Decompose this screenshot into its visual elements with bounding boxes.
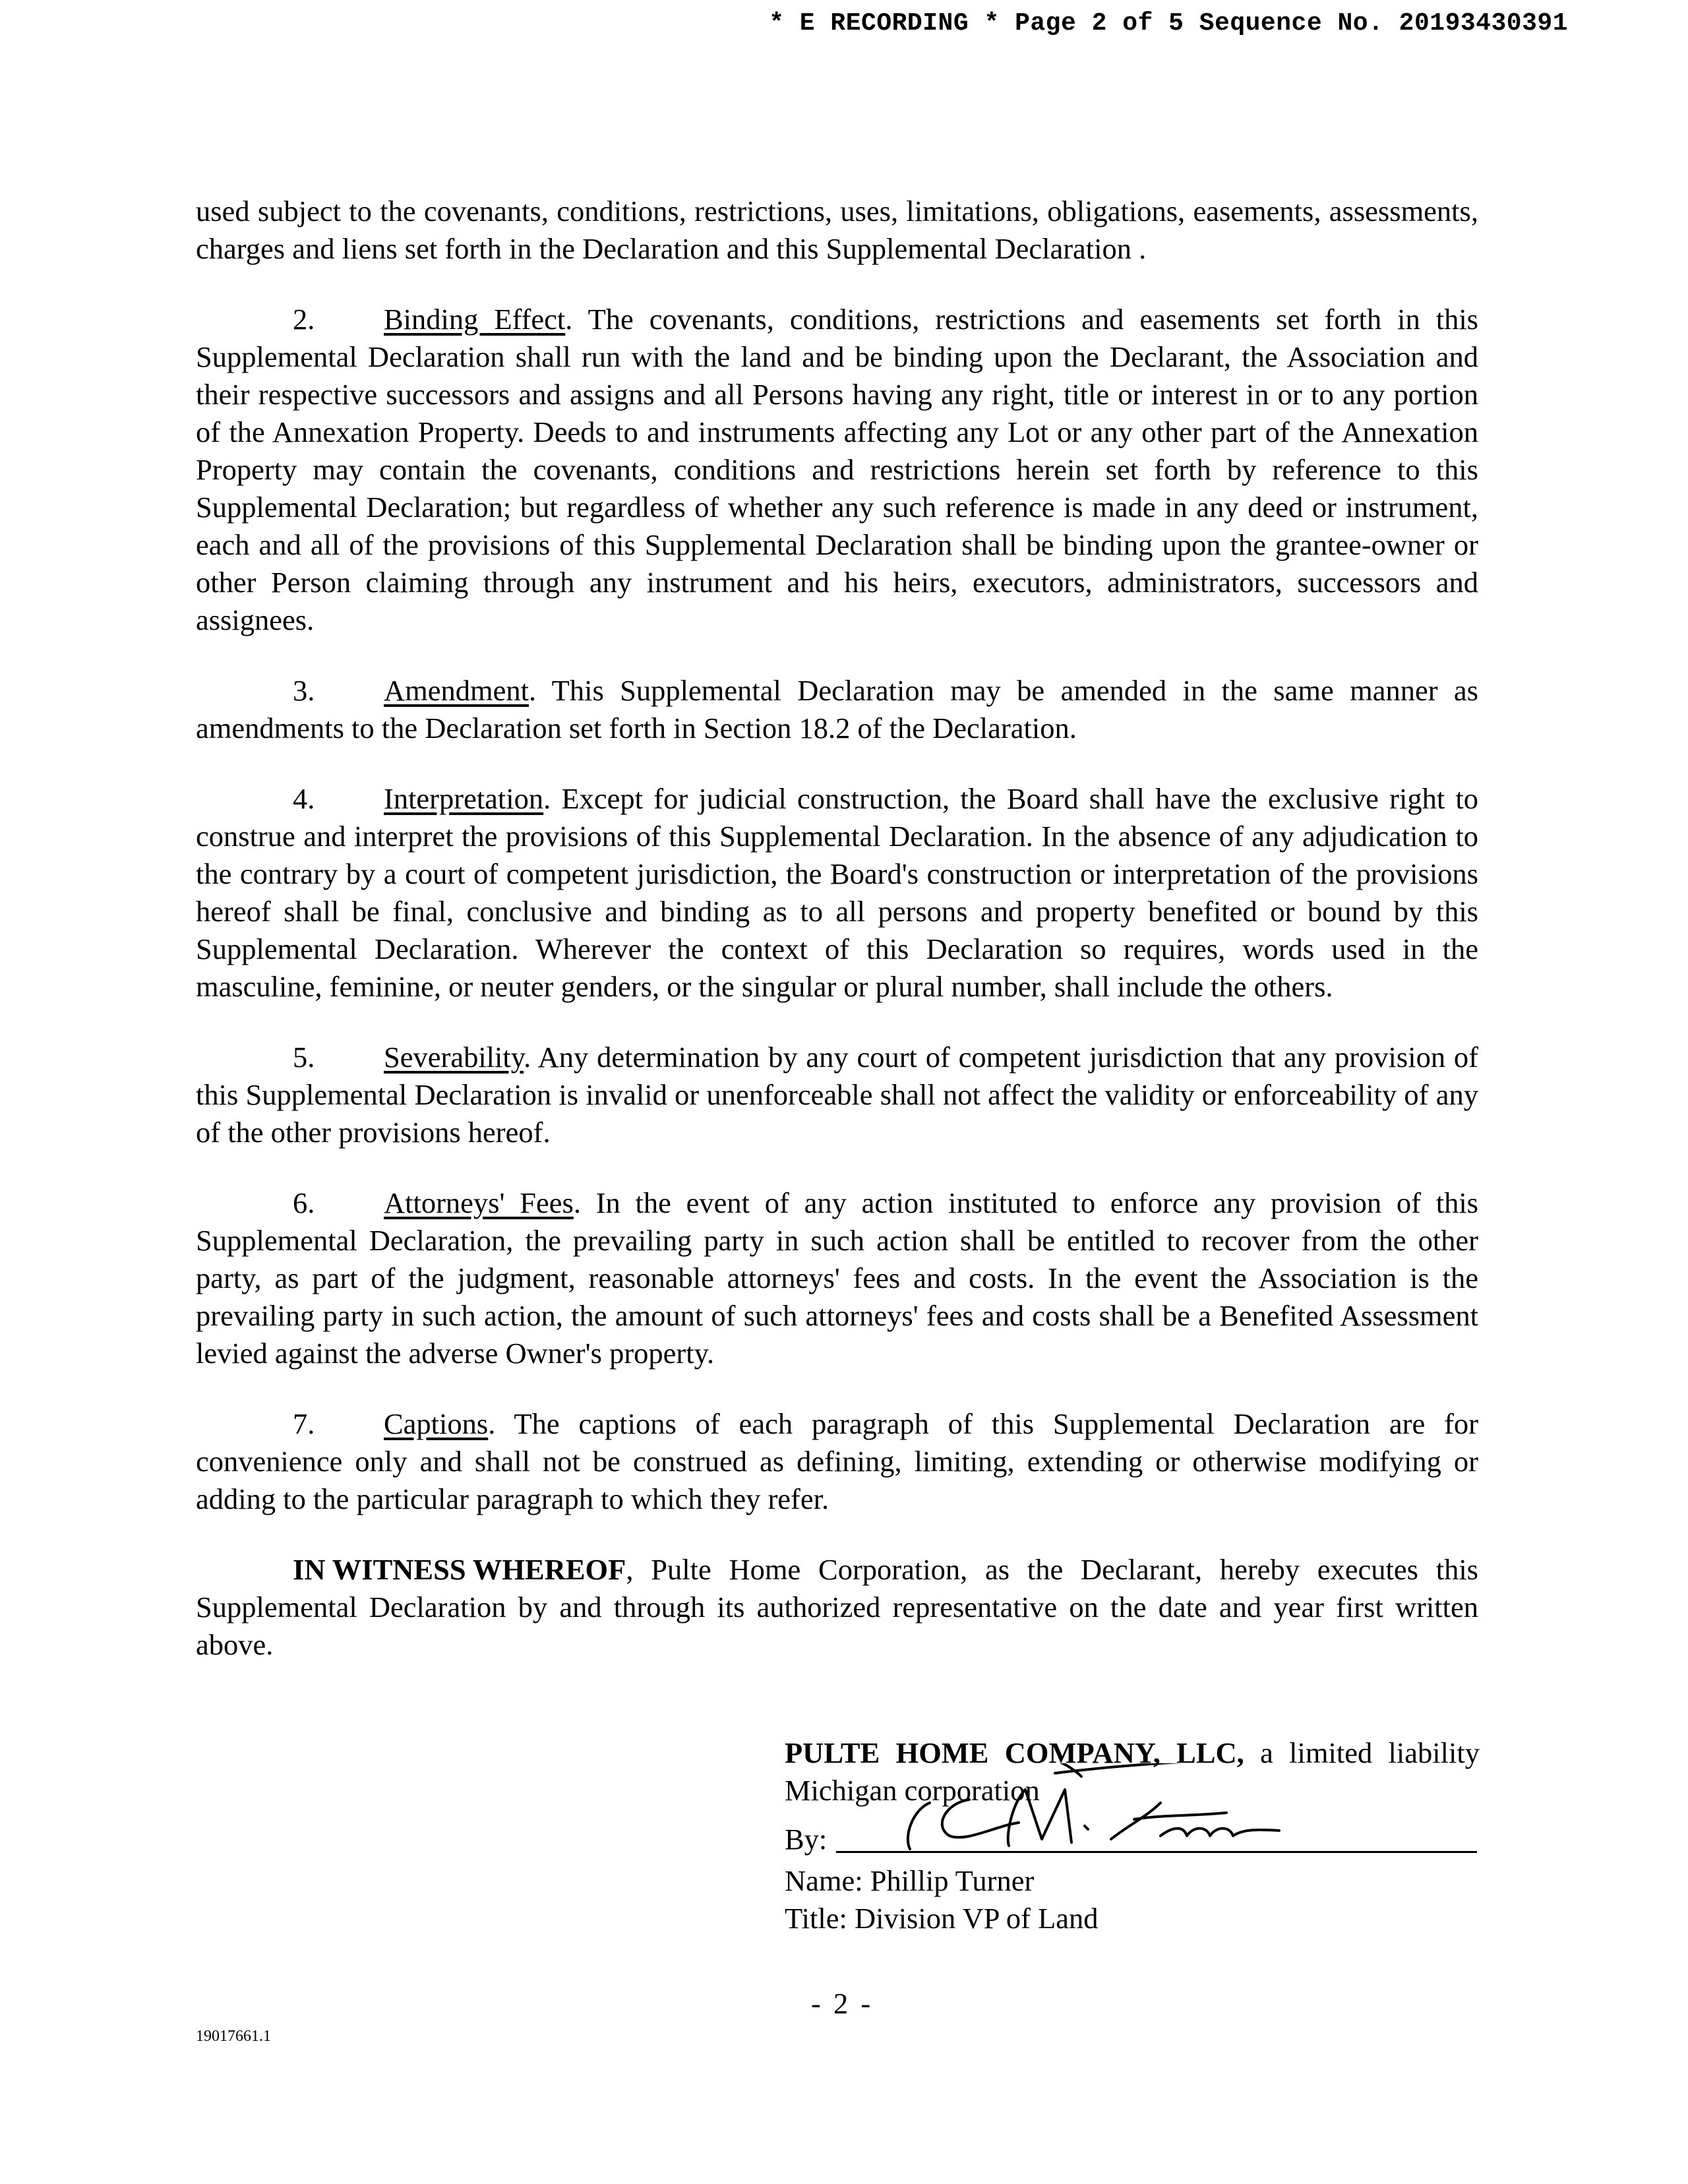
witness-paragraph <box>196 1551 1478 1664</box>
section-text: . This Supplemental Declaration may be amended in the same manner as amendments to the Declaration set forth in Section 18.2 of the Declaration. <box>196 674 1478 744</box>
recording-header: * E RECORDING * Page 2 of 5 Sequence No. 20193430391 <box>769 9 1568 38</box>
witness-text: , Pulte Home Corporation, as the Declarant, hereby executes this Supplemental Declaration by and through its authorized representative on the date and year first written above. <box>196 1553 1478 1661</box>
section-number: 6. <box>293 1186 315 1219</box>
section-number: 5. <box>293 1041 315 1074</box>
section-5 <box>196 1039 1478 1151</box>
section-text: . Except for judicial construction, the Board shall have the exclusive right to construe and interpret the provisions of this Supplemental Declaration. In the absence of any adjudication to the contrary by a court of competent jurisdiction, the Board's construction or interpretation of the provisions hereof shall be final, conclusive and binding as to all persons and property benefited or bound by this Supplemental Declaration. Wherever the context of this Declaration so requires, words used in the masculine, feminine, or neuter genders, or the singular or plural number, shall include the others. <box>196 782 1478 1003</box>
witness-lead: IN WITNESS WHEREOF <box>293 1553 626 1586</box>
signatory-name: Name: Phillip Turner <box>785 1864 1035 1897</box>
section-text: . The covenants, conditions, restrictions and easements set forth in this Supplemental Declaration shall run with the land and be binding upon the Declarant, the Association and their respective successors and assigns and all Persons having any right, title or interest in or to any portion of the Annexation Property. Deeds to and instruments affecting any Lot or any other part of the Annexation Property may contain the covenants, conditions and restrictions herein set forth by reference to this Supplemental Declaration; but regardless of whether any such reference is made in any deed or instrument, each and all of the provisions of this Supplemental Declaration shall be binding upon the grantee-owner or other Person claiming through any instrument and his heirs, executors, administrators, successors and assignees. <box>196 303 1479 636</box>
section-4 <box>196 780 1478 1006</box>
by-line <box>785 1809 1480 1862</box>
section-heading: Interpretation <box>384 782 544 815</box>
section-heading: Attorneys' Fees <box>384 1186 574 1219</box>
section-3 <box>196 672 1478 747</box>
signature-block <box>785 1734 1480 1937</box>
section-7 <box>196 1405 1478 1518</box>
section-text: . Any determination by any court of competent jurisdiction that any provision of this Supplemental Declaration is invalid or unenforceable shall not affect the validity or enforceability of any of the other provisions hereof. <box>196 1041 1478 1149</box>
section-number: 3. <box>293 674 315 707</box>
section-heading: Severability <box>384 1041 524 1074</box>
section-heading: Amendment <box>384 674 529 707</box>
section-heading: Binding Effect <box>384 303 566 336</box>
document-body <box>196 193 1478 1697</box>
section-text: . The captions of each paragraph of this Supplemental Declaration are for convenience only and shall not be construed as defining, limiting, extending or otherwise modifying or adding to the particular paragraph to which they refer. <box>196 1407 1478 1515</box>
handwritten-signature <box>884 1763 1477 1862</box>
by-label: By: <box>785 1823 828 1856</box>
section-number: 7. <box>293 1407 315 1440</box>
section-number: 2. <box>293 303 315 336</box>
company-name: PULTE HOME COMPANY, LLC, <box>785 1736 1244 1769</box>
intro-paragraph <box>196 193 1478 268</box>
page-number: - 2 - <box>811 1987 874 2020</box>
intro-text: used subject to the covenants, conditions, restrictions, uses, limitations, obligations, easements, assessments, charges and liens set forth in the Declaration and this Supplemental Declaration . <box>196 195 1478 265</box>
company-description: a limited liability Michigan corporation <box>785 1736 1480 1807</box>
document-id: 19017661.1 <box>196 2028 271 2045</box>
signatory-title: Title: Division VP of Land <box>785 1902 1099 1935</box>
section-6 <box>196 1184 1478 1372</box>
section-text: . In the event of any action instituted to enforce any provision of this Supplemental Declaration, the prevailing party in such action shall be entitled to recover from the other party, as part of the judgment, reasonable attorneys' fees and costs. In the event the Association is the prevailing party in such action, the amount of such attorneys' fees and costs shall be a Benefited Assessment levied against the adverse Owner's property. <box>196 1186 1478 1370</box>
section-heading: Captions <box>384 1407 489 1440</box>
section-number: 4. <box>293 782 315 815</box>
section-2 <box>196 301 1478 639</box>
